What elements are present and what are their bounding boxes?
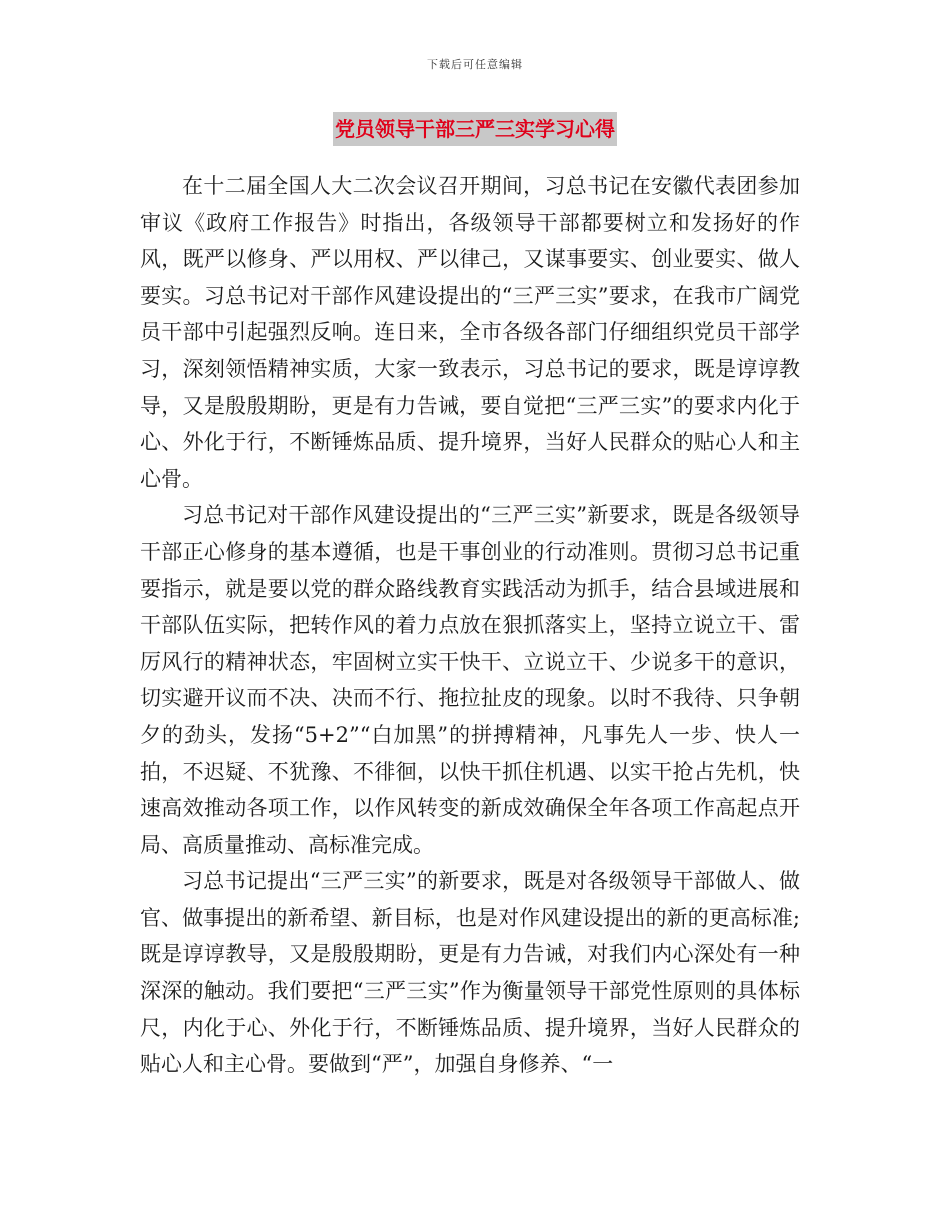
title-wrap [0,112,950,146]
document-title: 党员领导干部三严三实学习心得 [333,112,617,146]
header-note: 下载后可任意编辑 [427,58,523,71]
paragraph-2: 习总书记对干部作风建设提出的“三严三实”新要求，既是各级领导干部正心修身的基本遵循，也是干事创业的行动准则。贯彻习总书记重要指示，就是要以党的群众路线教育实践活动为抓手，结合县域进展和干部队伍实际，把转作风的着力点放在狠抓落实上，坚持立说立干、雷厉风行的精神状态，牢固树立实干快干、立说立干、少说多干的意识，切实避开议而不决、决而不行、拖拉扯皮的现象。以时不我待、只争朝夕的劲头，发扬“5+2”“白加黑”的拼搏精神，凡事先人一步、快人一拍，不迟疑、不犹豫、不徘徊，以快干抓住机遇、以实干抢占先机，快速高效推动各项工作，以作风转变的新成效确保全年各项工作高起点开局、高质量推动、高标准完成。 [140,503,800,857]
paragraph-1: 在十二届全国人大二次会议召开期间，习总书记在安徽代表团参加审议《政府工作报告》时指出，各级领导干部都要树立和发扬好的作风，既严以修身、严以用权、严以律己，又谋事要实、创业要实、做人要实。习总书记对干部作风建设提出的“三严三实”要求，在我市广阔党员干部中引起强烈反响。连日来，全市各级各部门仔细组织党员干部学习，深刻领悟精神实质，大家一致表示，习总书记的要求，既是谆谆教导，又是殷殷期盼，更是有力告诫，要自觉把“三严三实”的要求内化于心、外化于行，不断锤炼品质、提升境界，当好人民群众的贴心人和主心骨。 [140,174,800,491]
paragraph-3: 习总书记提出“三严三实”的新要求，既是对各级领导干部做人、做官、做事提出的新希望、新目标，也是对作风建设提出的新的更高标准;既是谆谆教导，又是殷殷期盼，更是有力告诫，对我们内心深处有一种深深的触动。我们要把“三严三实”作为衡量领导干部党性原则的具体标尺，内化于心、外化于行，不断锤炼品质、提升境界，当好人民群众的贴心人和主心骨。要做到“严”，加强自身修养、“一 [140,869,800,1077]
document-body [140,168,800,1083]
